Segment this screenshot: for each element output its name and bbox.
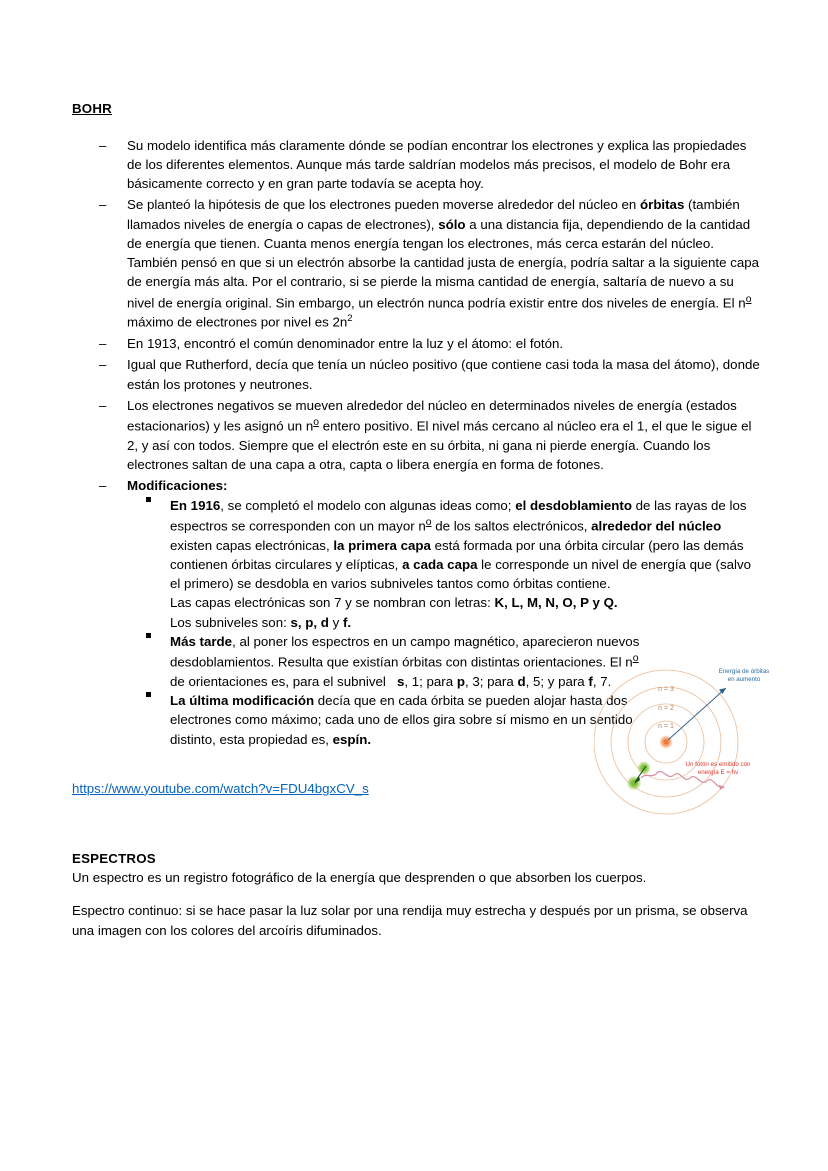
sub-list-item-text: En 1916, se completó el modelo con algunas ideas como; el desdoblamiento de las rayas de los espectros se corresponden con un mayor $n^o$ de los saltos electrónicos, alrededor del núcleo existen capas electrónicas, la primera capa está formada por una órbita circular (pero las demás contienen órbitas circulares y elípticas, a cada capa le corresponde un nivel de energía que (salvo el primero) se desdobla en varios subniveles tantos como órbitas contiene. bbox=[170, 497, 751, 592]
square-bullet-icon bbox=[146, 497, 151, 502]
list-item-text: En 1913, encontró el común denominador entre la luz y el átomo: el fotón. bbox=[127, 336, 564, 352]
dash-bullet-icon: – bbox=[99, 336, 107, 352]
orbit-label-n1: n = 1 bbox=[658, 723, 674, 730]
bohr-atom-diagram bbox=[594, 660, 774, 840]
section-heading-espectros bbox=[72, 850, 762, 868]
list-item-text: Se planteó la hipótesis de que los electrones pueden moverse alrededor del núcleo en órbitas (también llamados niveles de energía o capas de electrones), sólo a una distancia fija, dependiendo de la cantidad de energía que tienen. Cuanta menos energía tengan los electrones, más cerca estarán del núcleo. También pensó en que si un electrón absorbe la cantidad justa de energía, podría saltar a la siguiente capa de energía más alta. Por el contrario, si se pierde la misma cantidad de energía, saltaría de nuevo a su nivel de energía original. Sin embargo, un electrón nunca podría existir entre dos niveles de energía. El $n^o$ máximo de electrones por nivel es $2n^2$ bbox=[127, 197, 760, 330]
list-item bbox=[72, 334, 762, 353]
bohr-bullet-list bbox=[72, 136, 762, 749]
energy-arrow bbox=[668, 688, 726, 740]
espectros-paragraph: Un espectro es un registro fotográfico de la energía que desprenden o que absorben los cuerpos. bbox=[72, 870, 647, 886]
list-item bbox=[72, 396, 762, 474]
espectros-paragraph: Espectro continuo: si se hace pasar la luz solar por una rendija muy estrecha y después por un prisma, se observa una imagen con los colores del arcoíris difuminados. bbox=[72, 903, 748, 938]
sub-list-item-text: La última modificación decía que en cada órbita se pueden alojar hasta dos electrones como máximo; cada uno de ellos gira sobre sí mismo en un sentido distinto, esta propiedad es, espín. bbox=[170, 693, 633, 747]
section-heading-bohr bbox=[72, 100, 762, 122]
list-item-text: Igual que Rutherford, decía que tenía un núcleo positivo (que contiene casi toda la masa del átomo), donde están los protones y neutrones. bbox=[127, 357, 760, 392]
photon-label-line2: energía E = hν bbox=[697, 769, 739, 776]
square-bullet-icon bbox=[146, 692, 151, 697]
page-subtitle: ESPECTROS bbox=[72, 851, 156, 867]
sub-list-extra-line: Las capas electrónicas son 7 y se nombran con letras: K, L, M, N, O, P y Q. bbox=[170, 595, 618, 611]
dash-bullet-icon: – bbox=[99, 478, 107, 494]
arrow-label-line1: Energía de órbitas bbox=[718, 668, 770, 675]
list-item-text: Su modelo identifica más claramente dónde se podían encontrar los electrones y explica las propiedades de los diferentes elementos. Aunque más tarde saldrían modelos más precisos, el modelo de Bohr era básicamente correcto y en gran parte todavía se acepta hoy. bbox=[127, 137, 747, 192]
square-bullet-icon bbox=[146, 633, 151, 638]
dash-bullet-icon: – bbox=[99, 357, 107, 373]
list-item-text: Modificaciones: bbox=[127, 478, 228, 494]
nucleus-core bbox=[663, 739, 668, 744]
youtube-link[interactable]: https://www.youtube.com/watch?v=FDU4bgxCV_s bbox=[72, 780, 369, 796]
sub-list-extra-line: Los subniveles son: s, p, d y f. bbox=[170, 614, 352, 630]
orbit-label-n3: n = 3 bbox=[658, 686, 674, 693]
photon-arrow-head bbox=[719, 785, 725, 790]
orbit-label-n2: n = 2 bbox=[658, 705, 674, 712]
dash-bullet-icon: – bbox=[99, 137, 107, 153]
list-item bbox=[72, 195, 762, 332]
electron-upper bbox=[641, 765, 647, 771]
page-title: BOHR bbox=[72, 101, 112, 116]
sub-list-item-text: Más tarde, al poner los espectros en un campo magnético, aparecieron nuevos desdoblamientos. Resulta que existían órbitas con distintas orientaciones. El $n^o$ de orientaciones es, para el subnivel s, 1; para p, 3; para d, 5; y para f, 7. bbox=[170, 633, 640, 689]
dash-bullet-icon: – bbox=[99, 397, 107, 413]
list-item-text: Los electrones negativos se mueven alrededor del núcleo en determinados niveles de energía (estados estacionarios) y les asignó un $n^o$ entero positivo. El nivel más cercano al núcleo era el 1, el que le sigue el 2, y así con todos. Siempre que el electrón este en su órbita, ni gana ni pierde energía. Cuando los electrones saltan de una capa a otra, capta o libera energía en forma de fotones. bbox=[127, 397, 752, 473]
dash-bullet-icon: – bbox=[99, 197, 107, 213]
photon-label-line1: Un fotón es emitido con bbox=[685, 761, 751, 768]
arrow-label-line2: en aumento bbox=[727, 676, 761, 683]
sub-list-item bbox=[127, 496, 762, 632]
list-item bbox=[72, 136, 762, 194]
list-item bbox=[72, 355, 762, 394]
